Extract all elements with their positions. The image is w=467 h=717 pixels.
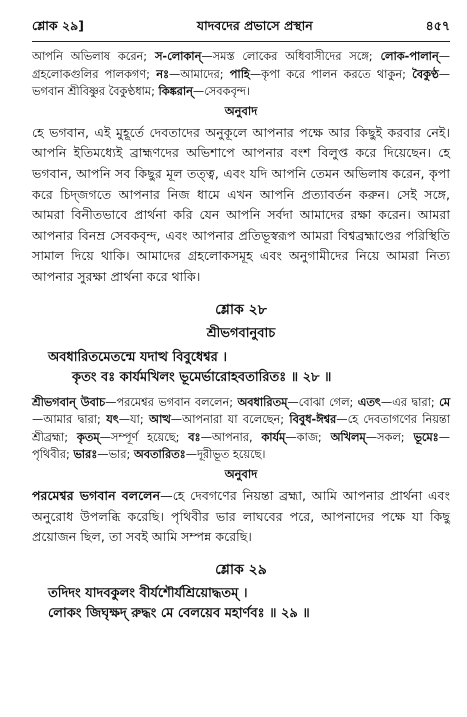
verse-line-2: লোকং জিঘৃক্ষদ্‌ রুদ্ধং মে বেলয়েব মহার্ণবঃ ॥ ২৯ ॥ [48,605,310,621]
synonym-meaning: আপনি অভিলাষ করেন; [32,50,155,63]
verse-heading-28: শ্লোক ২৮ [215,301,267,318]
synonym-meaning: —সম্পূর্ণ হয়েছে; [99,430,189,444]
synonym-term: কৃতম্‌ [76,430,100,444]
translation-paragraph-28 [32,486,450,548]
synonym-term: ভারঃ [73,448,98,462]
translation-body: —হে দেবগণের নিয়ন্তা ব্রহ্মা, আমি আপনার প্রার্থনা এবং অনুরোধ উপলব্ধি করেছি। পৃথিবীর ভার লাঘবের পরে, আপনাদের পক্ষে যা কিছু প্রয়োজন ছিল, তা সবই আমি সম্পন্ন করেছি। [32,487,450,545]
synonym-meaning: —কৃপা করে পালন করতে থাকুন; [249,67,413,81]
synonym-term: যৎ [106,413,119,427]
synonym-meaning: —পৃথিবীর; [32,430,450,462]
synonym-meaning: —আপনারা যা বলেছেন; [170,413,290,427]
synonym-term: পাহি [229,67,250,81]
verse-text-28 [32,348,450,388]
page-header [32,18,450,42]
synonym-term: স-লোকান্‌ [154,50,202,63]
translation-heading: অনুবাদ [224,466,258,481]
synonyms-paragraph-27 [32,48,450,101]
chapter-title: যাদবদের প্রভাসে প্রস্থান [196,18,313,33]
synonym-meaning: —বোঝা গেল; [287,395,358,409]
synonym-term: আত্থ [148,413,171,427]
synonym-term: নঃ [156,67,169,81]
synonym-meaning: —সমস্ত লোকের অধিবাসীদের সঙ্গে; [201,50,381,63]
synonym-meaning: —আপনার, [200,430,262,444]
translation-paragraph-27: হে ভগবান, এই মুহূর্তে দেবতাদের অনুকূলে আপনার পক্ষে আর কিছুই করবার নেই। আপনি ইতিমধ্যেই ব্রাহ্মণদের অভিশাপে আপনার বংশ বিলুপ্ত করে দিয়েছেন। হে ভগবান, আপনি সব কিছুর মূল তত্ত্ব, এবং যদি আপনি তেমন অভিলাষ করেন, কৃপা করে চিদ্‌জগতে আপনার নিজ ধামে এখন আপনি প্রত্যাবর্তন করুন। সেই সঙ্গে, আমরা বিনীতভাবে প্রার্থনা করি যেন আপনি সর্বদা আমাদের রক্ষা করেন। আমরা আপনার বিনম্র সেবকবৃন্দ, এবং আপনার প্রতিভূস্বরূপ আমরা বিশ্বব্রহ্মাণ্ডের পরিস্থিতি সামাল দিয়ে থাকি। আমাদের গ্রহলোকসমূহ এবং অনুগামীদের নিয়ে আমরা নিত্য আপনার সুরক্ষা প্রার্থনা করে থাকি। [32,124,450,284]
translation-heading: অনুবাদ [224,103,258,118]
synonym-meaning: —কাজ; [285,430,331,444]
synonym-term: এতৎ [357,395,381,409]
verse-heading-29: শ্লোক ২৯ [215,561,267,578]
book-page [32,18,450,624]
synonym-meaning: —দূরীভূত হয়েছে। [185,448,266,462]
synonym-meaning: —ভগবান শ্রীবিষ্ণুর বৈকুণ্ঠধাম; [32,67,451,99]
synonym-term: অবধারিতম্‌ [237,395,288,409]
synonym-meaning: —পরমেশ্বর ভগবান বললেন; [105,395,238,409]
synonym-meaning: —গ্রহলোকগুলির পালকগণ; [32,50,450,81]
page-number: ৪৫৭ [425,18,450,33]
verse-text-29 [32,584,450,624]
synonym-term: বঃ [188,430,201,444]
synonym-term: ভূমেঃ [413,430,439,444]
synonym-term: অবতারিতঃ [133,448,186,462]
verse-line-1: তদিদং যাদবকুলং বীর্যশৌর্যশ্রিয়োদ্ধতম্‌ । [48,585,248,601]
synonym-meaning: —সেবকবৃন্দ। [192,85,250,99]
synonym-term: কিঙ্করান্‌ [158,85,193,99]
synonym-meaning: —সকল; [365,430,414,444]
synonym-meaning: —যা; [118,413,149,427]
verse-speaker: শ্রীভগবানুবাচ [206,325,276,341]
synonym-meaning: —এর দ্বারা; [380,395,440,409]
synonym-term: কার্যম্‌ [261,430,286,444]
synonym-term: লোক-পালান্‌ [380,50,439,63]
synonym-term: শ্রীভগবান্‌ উবাচ [32,395,106,409]
synonym-meaning: —ভার; [97,448,134,462]
synonym-meaning: —হে দেবতাগণের নিয়ন্তা শ্রীব্রহ্মা; [32,413,450,444]
synonym-meaning: —আমাদের; [168,67,230,81]
synonyms-paragraph-28 [32,394,450,464]
verse-line-2: কৃতং বঃ কার্যমখিলং ভূমের্ভারোহবতারিতঃ ॥ ২৮ ॥ [72,369,332,385]
synonym-term: বৈকুণ্ঠ [412,67,439,81]
synonym-term: অখিলম্‌ [330,430,366,444]
verse-line-1: অবধারিতমেতন্মে যদাত্থ বিবুধেশ্বর । [48,349,227,365]
synonym-term: মে [439,395,450,409]
synonym-term: বিবুধ-ঈশ্বর [289,413,337,427]
synonym-meaning: —আমার দ্বারা; [32,413,107,427]
translation-lead: পরমেশ্বর ভগবান বললেন [32,487,161,503]
verse-reference: শ্লোক ২৯] [32,18,84,33]
